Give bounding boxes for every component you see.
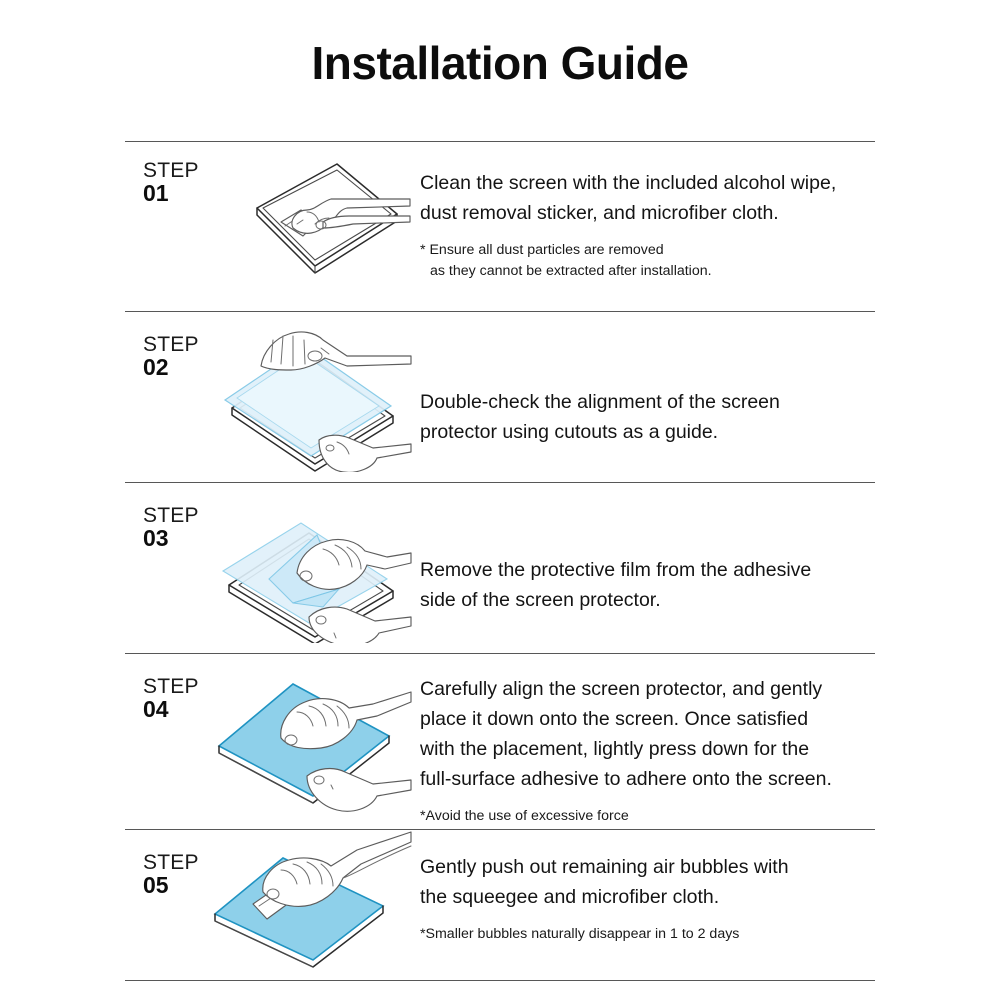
step-label-03 (125, 483, 197, 551)
step-note-line: *Avoid the use of excessive force (420, 808, 629, 824)
step-row (125, 483, 875, 653)
step-note-line: *Smaller bubbles naturally disappear in 1 to 2 days (420, 926, 740, 942)
step-row (125, 830, 875, 980)
step-label-01 (125, 142, 197, 206)
step-label-02 (125, 312, 197, 380)
divider-bottom (125, 980, 875, 981)
step-label-04 (125, 654, 197, 722)
step-note-line: as they cannot be extracted after installation. (430, 263, 712, 279)
step-body-line: the squeegee and microfiber cloth. (420, 886, 720, 908)
step-text-05 (412, 830, 875, 945)
tablet-press-down-illustration (197, 654, 412, 814)
step-body-line: Carefully align the screen protector, and gently (420, 678, 823, 700)
step-body-line: with the placement, lightly press down for the (420, 738, 810, 760)
step-number: 05 (143, 872, 169, 899)
step-figure-01 (197, 142, 412, 282)
tablet-peel-film-illustration (197, 483, 412, 643)
step-number: 04 (143, 696, 169, 723)
step-word: STEP (143, 851, 199, 874)
step-word: STEP (143, 675, 199, 698)
step-body-line: place it down onto the screen. Once satisfied (420, 708, 809, 730)
step-figure-03 (197, 483, 412, 643)
step-notes-04 (420, 806, 875, 827)
step-figure-05 (197, 830, 412, 970)
step-body-line: side of the screen protector. (420, 589, 661, 611)
step-body-line: Clean the screen with the included alcohol wipe, (420, 172, 837, 194)
step-label-05 (125, 830, 197, 898)
step-body-line: Gently push out remaining air bubbles with (420, 856, 789, 878)
step-row (125, 312, 875, 482)
step-body-line: protector using cutouts as a guide. (420, 421, 719, 443)
step-number: 02 (143, 354, 169, 381)
step-text-02 (412, 312, 875, 447)
tablet-squeegee-illustration (197, 830, 412, 970)
step-word: STEP (143, 333, 199, 356)
step-row (125, 654, 875, 829)
step-body-line: dust removal sticker, and microfiber cloth. (420, 202, 779, 224)
step-word: STEP (143, 504, 199, 527)
tablet-align-film-illustration (197, 312, 412, 472)
step-body-line: Remove the protective film from the adhesive (420, 559, 812, 581)
page-title: Installation Guide (311, 37, 689, 89)
step-row (125, 142, 875, 311)
steps-list (125, 141, 875, 981)
step-note-line: * Ensure all dust particles are removed (420, 242, 664, 258)
step-notes-05 (420, 924, 875, 945)
step-text-03 (412, 483, 875, 615)
step-figure-02 (197, 312, 412, 472)
tablet-wipe-illustration (197, 142, 412, 282)
step-body-line: full-surface adhesive to adhere onto the screen. (420, 768, 832, 790)
step-number: 01 (143, 180, 169, 207)
step-body-line: Double-check the alignment of the screen (420, 391, 780, 413)
step-text-01 (412, 142, 875, 282)
step-figure-04 (197, 654, 412, 814)
step-notes-01 (420, 240, 875, 282)
step-number: 03 (143, 525, 169, 552)
step-word: STEP (143, 159, 199, 182)
step-text-04 (412, 654, 875, 827)
